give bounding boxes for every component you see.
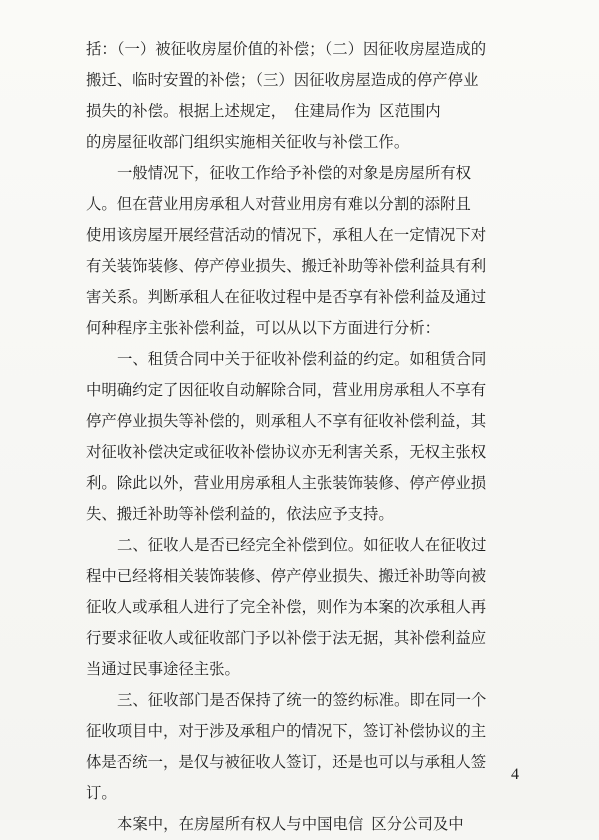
text-segment: 何种程序主张补偿利益，可以从以下方面进行分析： [86, 319, 440, 337]
text-segment: 的房屋征收部门组织实施相关征收与补偿工作。 [86, 133, 410, 151]
text-line [86, 251, 530, 282]
text-segment: 体是否统一，是仅与被征收人签订，还是也可以与承租人签 [86, 753, 487, 771]
text-segment: 害关系。判断承租人在征收过程中是否享有补偿利益及通过 [86, 288, 487, 306]
text-line [86, 561, 530, 592]
text-line [86, 468, 530, 499]
text-line [86, 344, 530, 375]
page-number: 4 [511, 766, 519, 783]
text-line [86, 592, 530, 623]
text-segment: 本案中，在房屋所有权人与中国电信 [117, 815, 364, 833]
text-line [86, 375, 530, 406]
text-segment: 利。除此以外，营业用房承租人主张装饰装修、停产停业损 [86, 474, 487, 492]
text-line [86, 127, 530, 158]
text-line [86, 158, 530, 189]
text-segment: 人。但在营业用房承租人对营业用房有难以分割的添附且 [86, 195, 471, 213]
text-line [86, 685, 530, 716]
text-line [86, 654, 530, 685]
text-line [86, 623, 530, 654]
text-segment: 一、租赁合同中关于征收补偿利益的约定。如租赁合同 [117, 350, 487, 368]
text-segment: 失、搬迁补助等补偿利益的，依法应予支持。 [86, 505, 394, 523]
text-line [86, 313, 530, 344]
text-line [86, 406, 530, 437]
text-segment: 二、征收人是否已经完全补偿到位。如征收人在征收过 [117, 536, 487, 554]
text-segment: 有关装饰装修、停产停业损失、搬迁补助等补偿利益具有利 [86, 257, 487, 275]
text-line [86, 96, 530, 127]
text-segment: 行要求征收人或征收部门予以补偿于法无据，其补偿利益应 [86, 629, 487, 647]
text-line [86, 747, 530, 778]
text-line [86, 437, 530, 468]
text-line [86, 189, 530, 220]
text-line [86, 809, 530, 840]
text-segment: 区范围内 [379, 102, 441, 120]
text-segment: 中明确约定了因征收自动解除合同，营业用房承租人不享有 [86, 381, 487, 399]
text-segment: 三、征收部门是否保持了统一的签约标准。即在同一个 [117, 691, 487, 709]
text-segment: 住建局作为 [294, 102, 372, 120]
text-segment: 使用该房屋开展经营活动的情况下，承租人在一定情况下对 [86, 226, 487, 244]
text-segment: 对征收补偿决定或征收补偿协议亦无利害关系，无权主张权 [86, 443, 487, 461]
text-segment: 停产停业损失等补偿的，则承租人不享有征收补偿利益，其 [86, 412, 487, 430]
text-segment: 程中已经将相关装饰装修、停产停业损失、搬迁补助等向被 [86, 567, 487, 585]
text-line [86, 65, 530, 96]
text-segment: 订。 [86, 784, 117, 802]
document-body [86, 34, 530, 840]
text-line [86, 778, 530, 809]
text-segment: 括：（一）被征收房屋价值的补偿；（二）因征收房屋造成的 [86, 40, 487, 58]
text-line [86, 530, 530, 561]
text-line [86, 220, 530, 251]
text-line [86, 716, 530, 747]
text-segment: 一般情况下，征收工作给予补偿的对象是房屋所有权 [117, 164, 471, 182]
text-segment: 当通过民事途径主张。 [86, 660, 240, 678]
text-line [86, 499, 530, 530]
text-segment: 征收人或承租人进行了完全补偿，则作为本案的次承租人再 [86, 598, 487, 616]
text-segment: 征收项目中，对于涉及承租户的情况下，签订补偿协议的主 [86, 722, 487, 740]
text-segment: 损失的补偿。根据上述规定， [86, 102, 287, 120]
text-line [86, 282, 530, 313]
text-segment: 区分公司及中 [371, 815, 464, 833]
text-line [86, 34, 530, 65]
text-segment: 搬迁、临时安置的补偿；（三）因征收房屋造成的停产停业 [86, 71, 479, 89]
